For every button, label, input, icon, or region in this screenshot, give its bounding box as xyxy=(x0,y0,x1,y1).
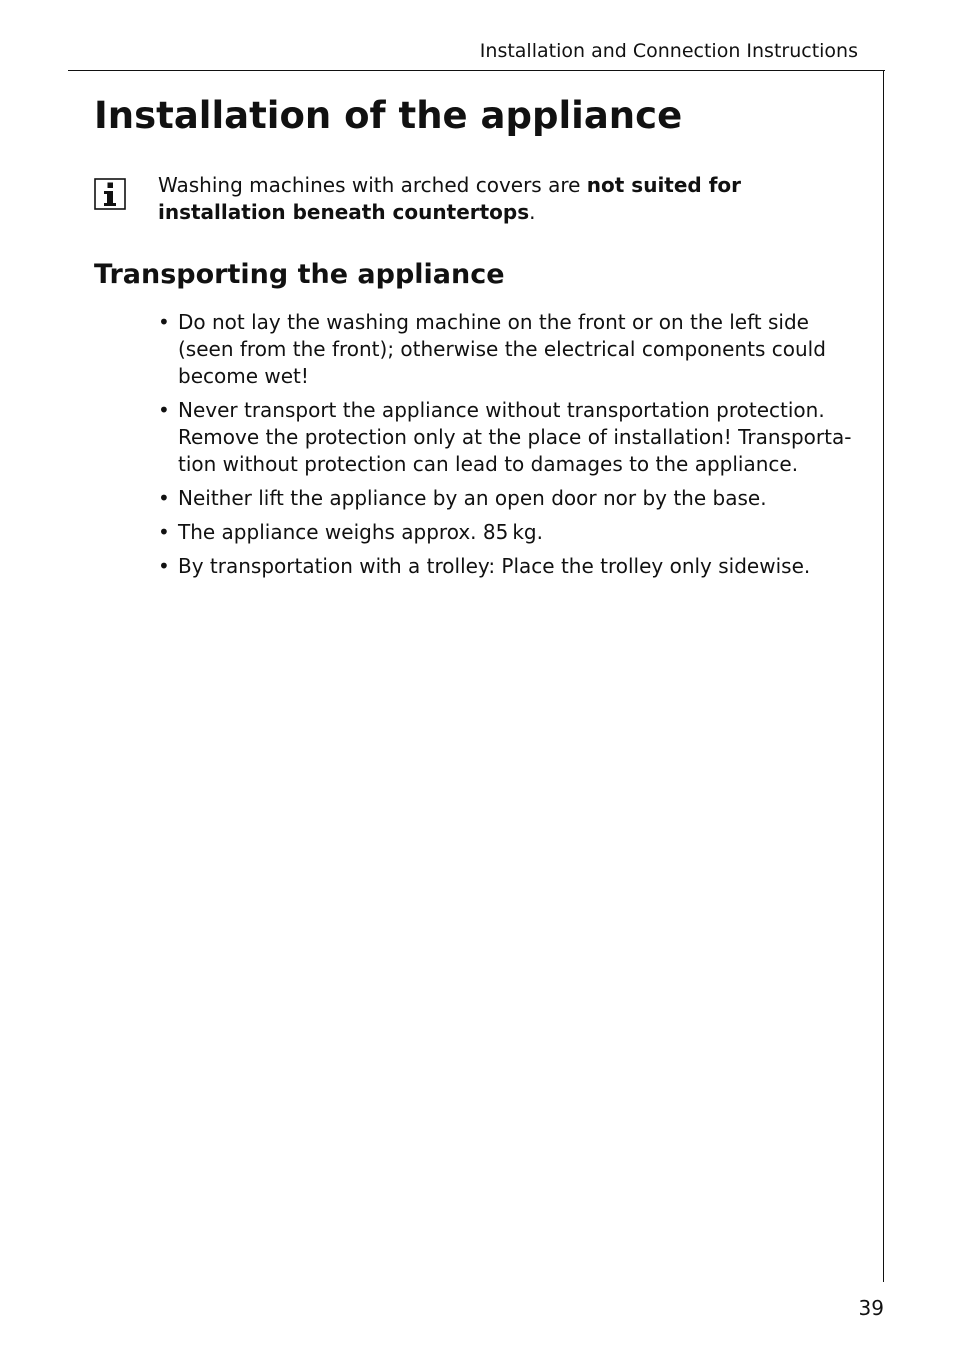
running-header: Installation and Connection Instructions xyxy=(479,40,858,62)
list-item-text: The appliance weighs approx. 85 kg. xyxy=(178,520,543,544)
header-rule xyxy=(68,70,885,71)
page-number: 39 xyxy=(858,1296,884,1320)
info-note-emphasis: not suited for installation beneath countertops xyxy=(158,173,742,224)
list-item xyxy=(158,397,858,478)
bullet-dot: • xyxy=(158,520,170,544)
bullet-dot: • xyxy=(158,310,170,334)
bullet-list xyxy=(158,309,858,587)
bullet-dot: • xyxy=(158,486,170,510)
list-item-text: By transportation with a trolley: Place the trolley only sidewise. xyxy=(178,554,811,578)
bullet-dot: • xyxy=(158,398,170,422)
side-rule xyxy=(883,70,884,1282)
list-item xyxy=(158,519,858,546)
list-item xyxy=(158,553,858,580)
page-title: Installation of the appliance xyxy=(94,94,683,137)
list-item-text: Never transport the appliance without transportation protection. Remove the protection only at the place of installation! Transporta-tion without protection can lead to damages to the appliance. xyxy=(178,398,852,476)
list-item xyxy=(158,485,858,512)
list-item xyxy=(158,309,858,390)
list-item-text: Neither lift the appliance by an open door nor by the base. xyxy=(178,486,767,510)
info-note-end: . xyxy=(529,200,536,224)
list-item-text: Do not lay the washing machine on the front or on the left side (seen from the front); otherwise the electrical components could become wet! xyxy=(178,310,826,388)
bullet-dot: • xyxy=(158,554,170,578)
info-i-icon xyxy=(94,178,126,210)
info-note-text: Washing machines with arched covers are xyxy=(158,173,587,197)
info-note xyxy=(158,172,858,226)
section-title: Transporting the appliance xyxy=(94,259,505,290)
